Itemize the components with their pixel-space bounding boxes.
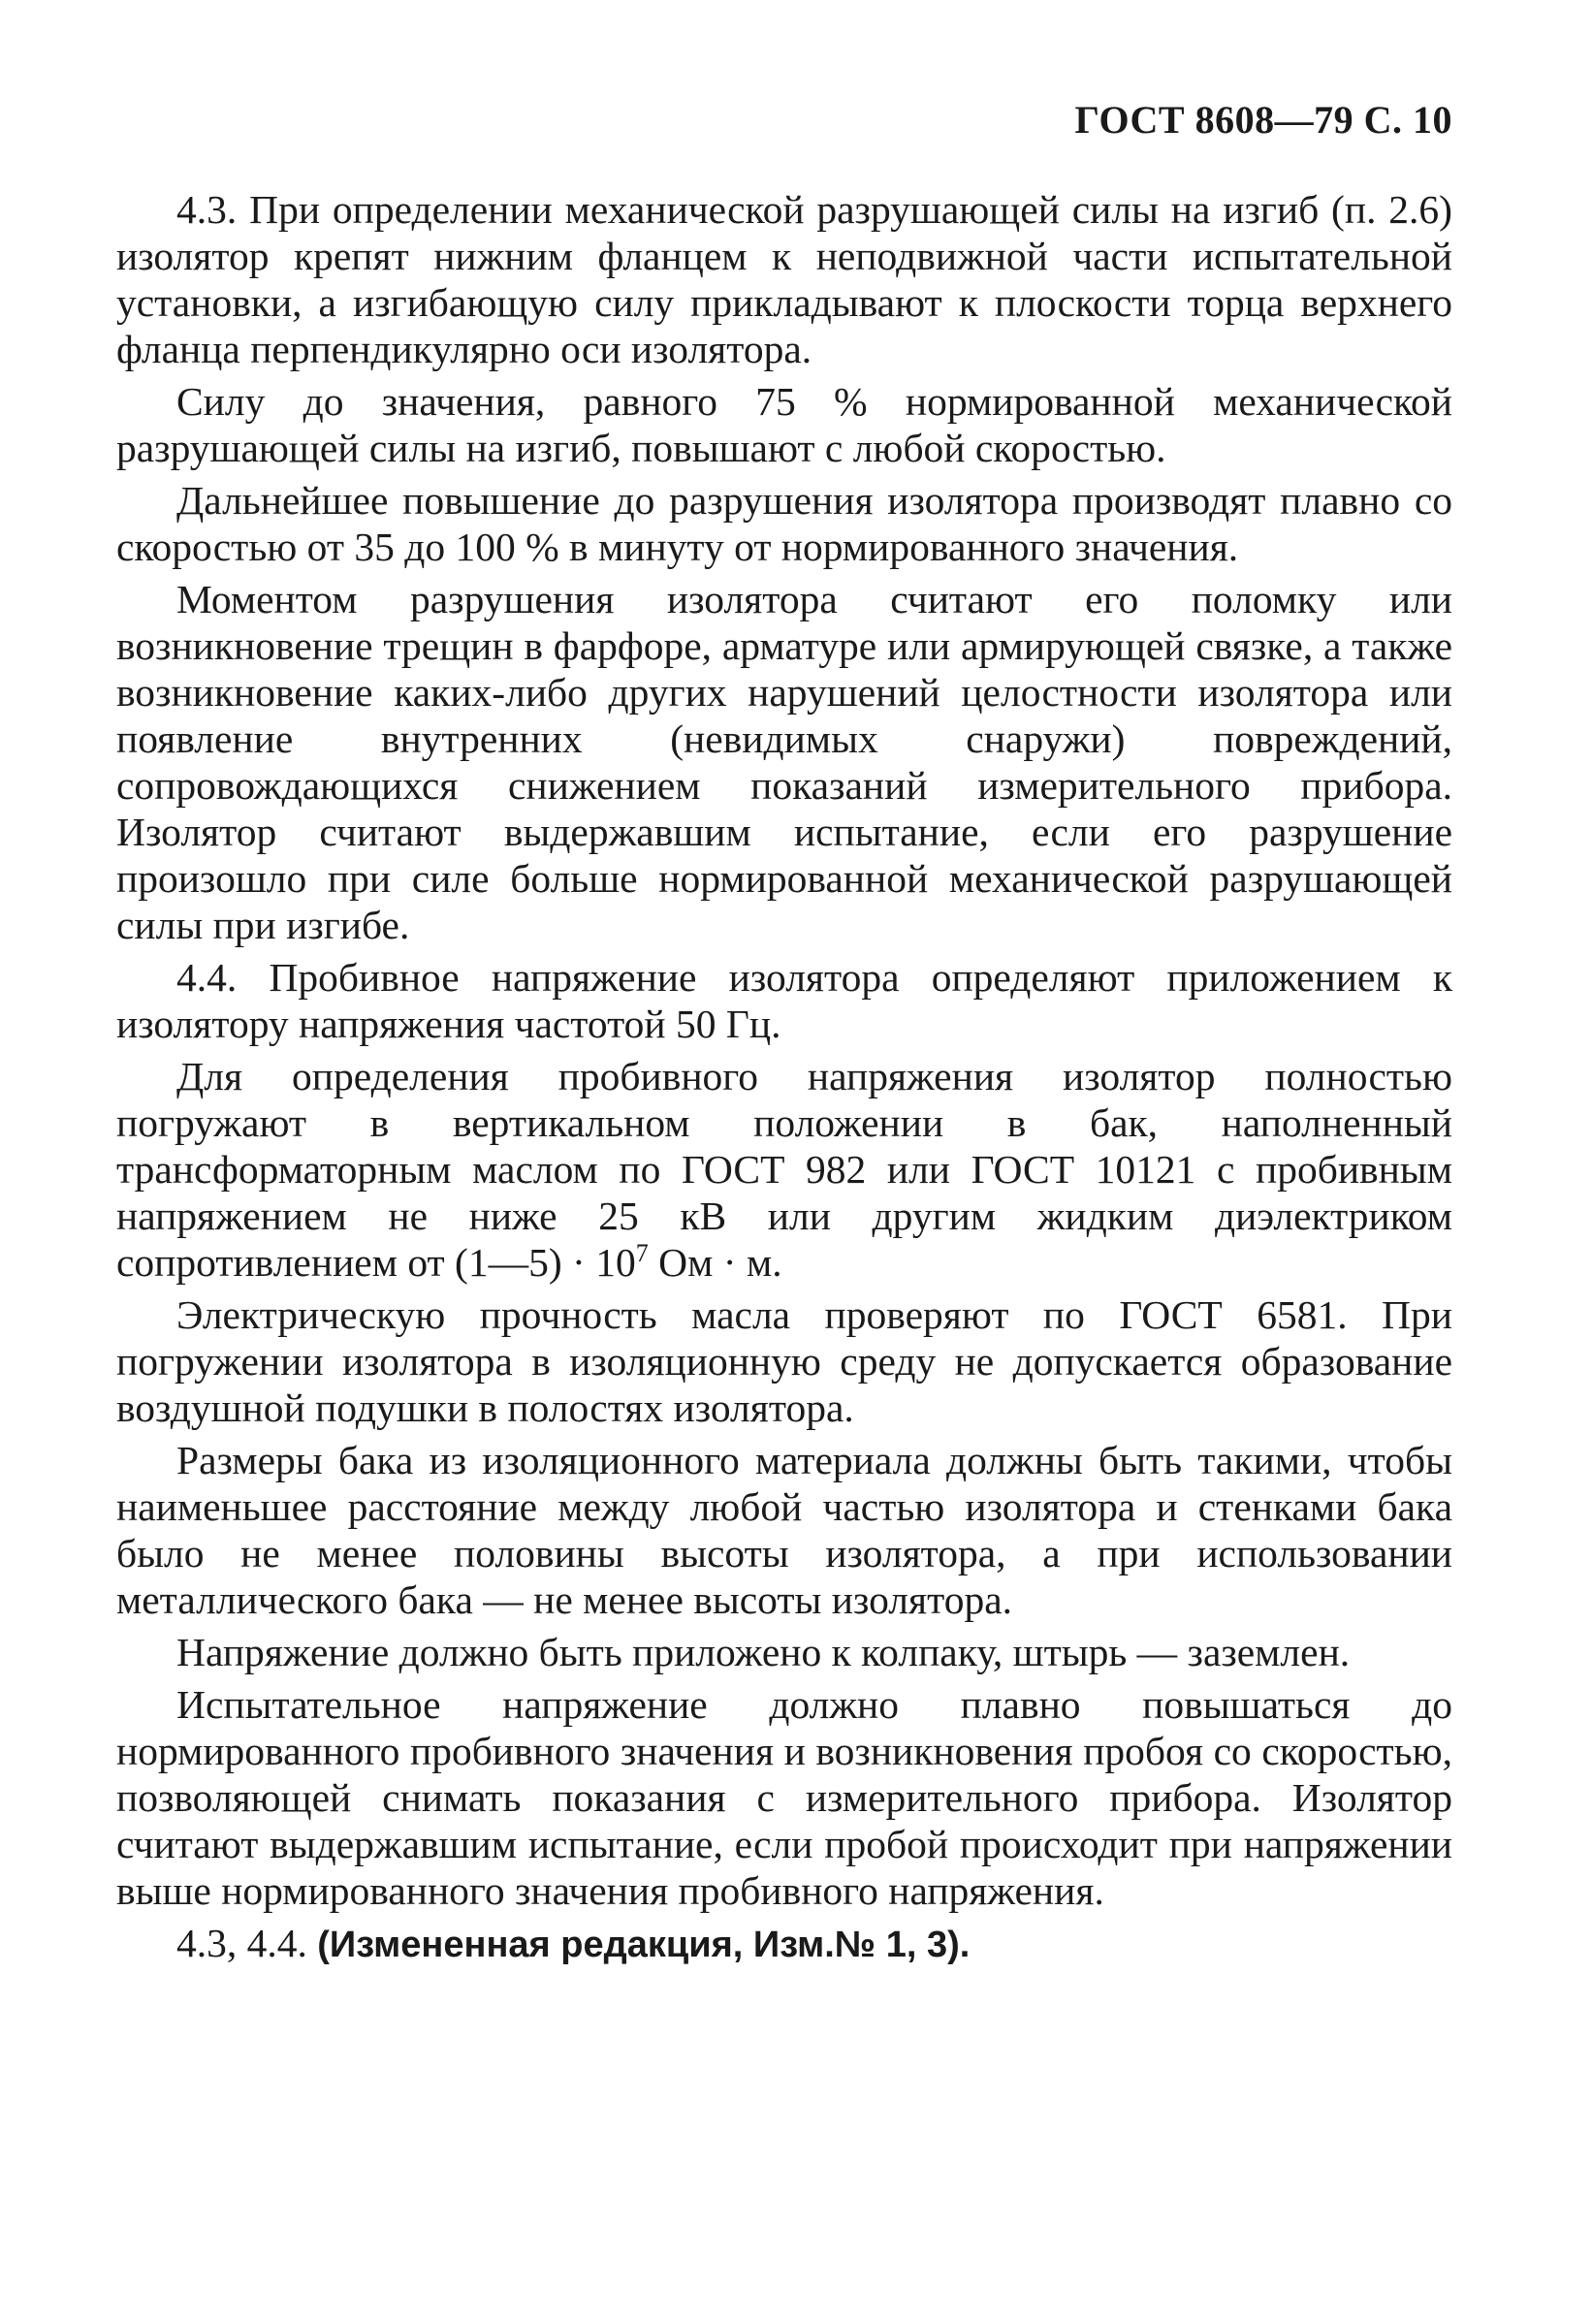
exponent: 7 [635, 1239, 649, 1268]
paragraph-moment-of-failure: Моментом разрушения изолятора считают его поломку или возникновение трещин в фарфоре, арматуре или армирующей связке, а также возникновение каких-либо других нарушений целостности изолятора или появление внутренних (невидимых снаружи) повреждений, сопровождающихся снижением показаний измерительного прибора. Изолятор считают выдержавшим испытание, если его разрушение произошло при силе больше нормированной механической разрушающей силы при изгибе. [116, 577, 1452, 947]
paragraph-4-3: 4.3. При определении механической разрушающей силы на изгиб (п. 2.6) изолятор крепят нижним фланцем к неподвижной части испытательной установки, а изгибающую силу прикладывают к плоскости торца верхнего фланца перпендикулярно оси изолятора. [116, 187, 1452, 371]
paragraph-tank-size: Размеры бака из изоляционного материала должны быть такими, чтобы наименьшее расстояние между любой частью изолятора и стенками бака было не менее половины высоты изолятора, а при использовании металлического бака — не менее высоты изолятора. [116, 1438, 1452, 1622]
amendment-note-bold: (Измененная редакция, Изм.№ 1, 3). [317, 1925, 971, 1965]
paragraph-test-voltage: Испытательное напряжение должно плавно повышаться до нормированного пробивного значения и возникновения пробоя со скоростью, позволяющей снимать показания с измерительного прибора. Изолятор считают выдержавшим испытание, если пробой происходит при напряжении выше нормированного значения пробивного напряжения. [116, 1682, 1452, 1913]
paragraph-force-75: Силу до значения, равного 75 % нормированной механической разрушающей силы на изгиб, повышают с любой скоростью. [116, 379, 1452, 470]
paragraph-oil-immersion [116, 1053, 1452, 1286]
document-page [116, 0, 1452, 2324]
paragraph-oil-immersion-text: Для определения пробивного напряжения изолятор полностью погружают в вертикальном положении в бак, наполненный трансформаторным маслом по ГОСТ 982 или ГОСТ 10121 с пробивным напряжением не ниже 25 кВ или другим жидким диэлектриком сопротивлением от (1—5) · 10 [116, 1054, 1452, 1285]
amendment-note [116, 1920, 1452, 1968]
paragraph-4-4: 4.4. Пробивное напряжение изолятора определяют приложением к изолятору напряжения частотой 50 Гц. [116, 955, 1452, 1046]
paragraph-oil-strength: Электрическую прочность масла проверяют по ГОСТ 6581. При погружении изолятора в изоляционную среду не допускается образование воздушной подушки в полостях изолятора. [116, 1292, 1452, 1430]
paragraph-oil-immersion-unit: Ом · м. [648, 1240, 782, 1285]
document-body [116, 186, 1452, 1974]
running-header: ГОСТ 8608—79 С. 10 [1074, 98, 1452, 142]
paragraph-voltage-applied: Напряжение должно быть приложено к колпаку, штырь — заземлен. [176, 1630, 1351, 1674]
amendment-note-prefix: 4.3, 4.4. [176, 1921, 318, 1965]
paragraph-further-increase: Дальнейшее повышение до разрушения изолятора производят плавно со скоростью от 35 до 100 % в минуту от нормированного значения. [116, 478, 1452, 569]
